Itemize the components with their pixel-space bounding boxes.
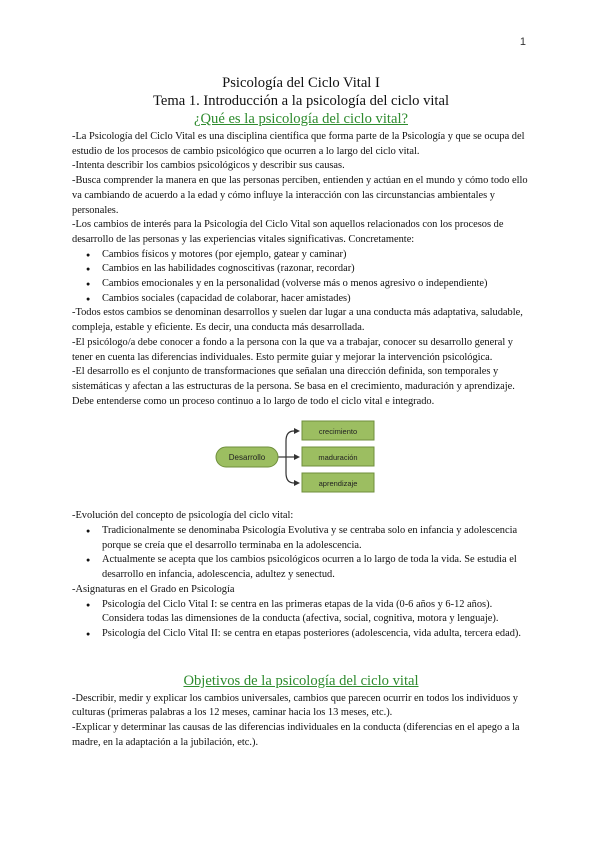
list-item: ● Cambios en las habilidades cognoscitivas (razonar, recordar) [102, 262, 530, 277]
section-heading-objetivos: Objetivos de la psicología del ciclo vital [183, 672, 419, 689]
paragraph: -Los cambios de interés para la Psicología del Ciclo Vital son aquellos relacionados con los procesos de desarrollo de las personas y las experiencias vitales significativas. Concretamente: [72, 219, 504, 245]
paragraph: -La Psicología del Ciclo Vital es una disciplina científica que forma parte de la Psicología y que se ocupa del estudio de los procesos de cambio psicológico que ocurren a lo largo del ciclo vital. [72, 131, 525, 157]
paragraph: -Todos estos cambios se denominan desarrollos y suelen dar lugar a una conducta más adaptativa, saludable, compleja, estable y eficiente. Es decir, una conducta más desarrollada. [72, 307, 523, 334]
diagram-node-label: maduración [318, 453, 358, 463]
paragraph: -Intenta describir los cambios psicológicos y describir sus causas. [72, 160, 345, 172]
document-subtitle: Tema 1. Introducción a la psicología del ciclo vital [152, 93, 450, 109]
paragraph: -Asignaturas en el Grado en Psicología [72, 583, 235, 595]
section-heading-que-es: ¿Qué es la psicología del ciclo vital? [194, 111, 408, 127]
bullet-list-evolucion [72, 524, 530, 583]
paragraph: -El desarrollo es el conjunto de transformaciones que señalan una dirección definida, son temporales y sistemáticas y afectan a las estructuras de la persona. Se basa en el crecimiento, maduración y aprendizaje. Debe entenderse como un proceso continuo a lo largo de todo el ciclo vital e integrado. [72, 366, 515, 407]
paragraph: -Explicar y determinar las causas de las diferencias individuales en la conducta (diferencias en el apego a la madre, en la adaptación a la jubilación, etc.). [72, 722, 520, 748]
paragraph: -El psicólogo/a debe conocer a fondo a la persona con la que va a trabajar, conocer su desarrollo general y tener en cuenta las diferencias individuales. Esto permite guiar y mejorar la intervención psicológica. [72, 336, 513, 363]
document-body [72, 74, 530, 751]
list-item: ● Tradicionalmente se denominaba Psicología Evolutiva y se centraba solo en infancia y adolescencia porque se creía que el desarrollo terminaba en la adolescencia. [102, 524, 530, 553]
diagram-node-label: Desarrollo [228, 453, 266, 463]
diagram-node-label: crecimiento [318, 427, 358, 437]
list-item: ● Psicología del Ciclo Vital II: se centra en etapas posteriores (adolescencia, vida adulta, tercera edad). [102, 627, 530, 642]
arrow-head [294, 480, 300, 486]
paragraph: -Busca comprender la manera en que las personas perciben, entienden y actúan en el mundo y cómo todo ello va cambiando de acuerdo a la edad y cómo influye la interacción con las circunstancias ambientales y personales. [72, 175, 528, 216]
list-item: ● Cambios emocionales y en la personalidad (volverse más o menos agresivo o independiente) [102, 277, 530, 292]
bullet-list-asignaturas [72, 598, 530, 642]
list-item: ● Cambios físicos y motores (por ejemplo, gatear y caminar) [102, 248, 530, 263]
list-item: ● Actualmente se acepta que los cambios psicológicos ocurren a lo largo de toda la vida. Se estudia el desarrollo en infancia, adolescencia, adultez y senectud. [102, 553, 530, 582]
paragraph: -Describir, medir y explicar los cambios universales, cambios que parecen ocurrir en todos los individuos y culturas (primeras palabras a los 12 meses, caminar hacia los 13 meses, etc.). [72, 692, 518, 719]
list-item: ● Psicología del Ciclo Vital I: se centra en las primeras etapas de la vida (0-6 años y 6-12 años). Considera todas las dimensiones de la conducta (afectiva, social, cognitiva, motora y lenguaje). [102, 598, 530, 627]
desarrollo-diagram [72, 413, 530, 505]
bullet-list-cambios [72, 248, 530, 307]
diagram-svg [214, 419, 444, 499]
section-objetivos [72, 672, 530, 751]
page-number: 1 [519, 36, 526, 48]
document-title: Psicología del Ciclo Vital I [222, 75, 380, 91]
diagram-node-label: aprendizaje [318, 479, 358, 489]
arrow-head [294, 454, 300, 460]
paragraph: -Evolución del concepto de psicología del ciclo vital: [72, 510, 294, 522]
list-item: ● Cambios sociales (capacidad de colaborar, hacer amistades) [102, 292, 530, 307]
arrow-head [294, 428, 300, 434]
